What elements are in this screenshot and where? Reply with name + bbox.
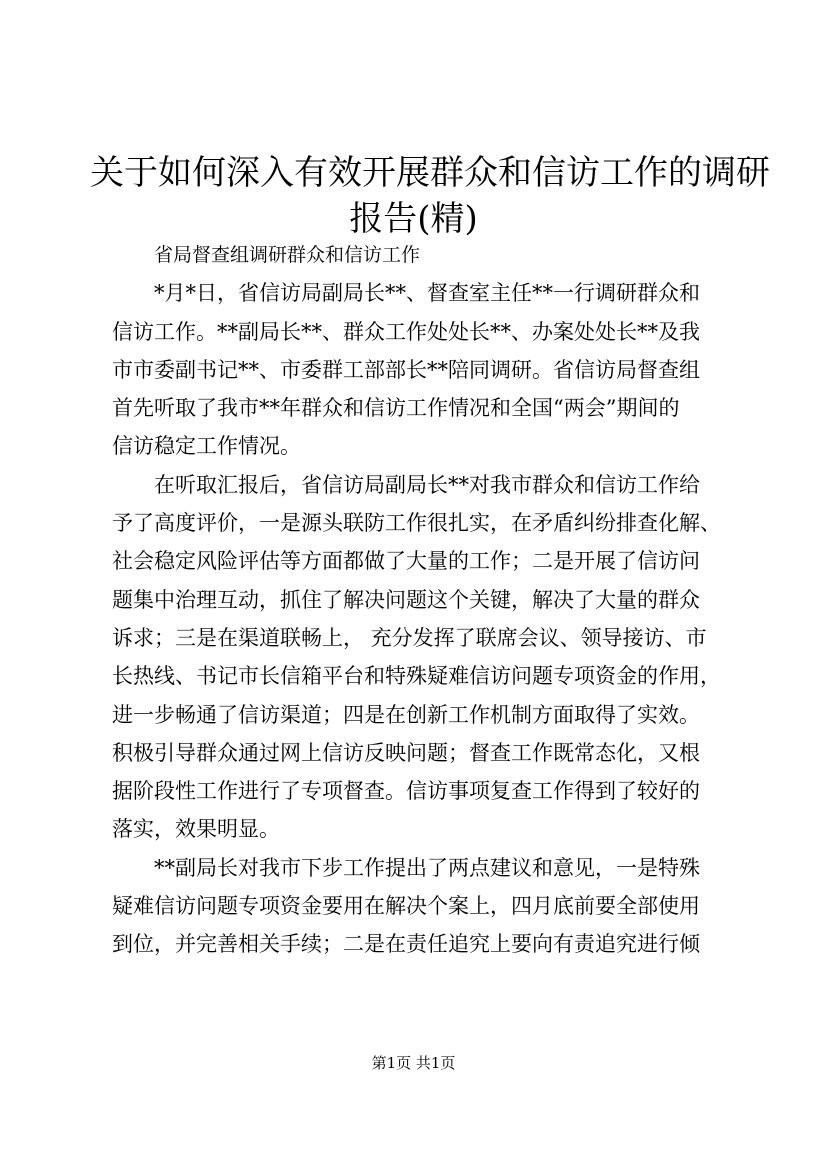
paragraph-line: 首先听取了我市**年群众和信访工作情况和全国“两会”期间的 (112, 396, 680, 421)
paragraph-line: **副局长对我市下步工作提出了两点建议和意见，一是特殊 (154, 855, 700, 880)
paragraph-line: 社会稳定风险评估等方面都做了大量的工作；二是开展了信访问 (112, 549, 700, 574)
paragraph-line: 在听取汇报后，省信访局副局长**对我市群众和信访工作给 (154, 472, 700, 497)
paragraph-line: 落实，效果明显。 (112, 817, 280, 842)
paragraph-line: 进一步畅通了信访渠道；四是在创新工作机制方面取得了实效。 (112, 702, 700, 727)
document-body (112, 236, 724, 964)
paragraph-line: *月*日，省信访局副局长**、督查室主任**一行调研群众和 (154, 281, 700, 306)
paragraph-line: 到位，并完善相关手续；二是在责任追究上要向有责追究进行倾 (112, 932, 700, 957)
paragraph-3 (112, 849, 724, 964)
paragraph-line: 信访工作。**副局长**、群众工作处处长**、办案处处长**及我 (112, 319, 700, 344)
paragraph-line: 予了高度评价，一是源头联防工作很扎实，在矛盾纠纷排查化解、 (112, 511, 721, 536)
title-line-1: 关于如何深入有效开展群众和信访工作的调研 (90, 153, 770, 193)
paragraph-1 (112, 274, 724, 465)
document-subtitle: 省局督查组调研群众和信访工作 (154, 244, 421, 266)
document-title (90, 150, 770, 242)
paragraph-line: 市市委副书记**、市委群工部部长**陪同调研。省信访局督查组 (112, 357, 700, 382)
paragraph-line: 题集中治理互动，抓住了解决问题这个关键，解决了大量的群众 (112, 587, 700, 612)
paragraph-line: 疑难信访问题专项资金要用在解决个案上，四月底前要全部使用 (112, 894, 700, 919)
paragraph-2 (112, 466, 724, 849)
title-line-2: 报告(精) (349, 199, 478, 239)
paragraph-line: 长热线、书记市长信箱平台和特殊疑难信访问题专项资金的作用， (112, 664, 721, 689)
paragraph-line: 信访稳定工作情况。 (112, 434, 301, 459)
paragraph-line: 据阶段性工作进行了专项督查。信访事项复查工作得到了较好的 (112, 779, 700, 804)
paragraph-line: 诉求；三是在渠道联畅上， 充分发挥了联席会议、领导接访、市 (112, 625, 707, 650)
paragraph-line: 积极引导群众通过网上信访反映问题；督查工作既常态化，又根 (112, 740, 700, 765)
page-footer: 第1页 共1页 (371, 1054, 456, 1072)
